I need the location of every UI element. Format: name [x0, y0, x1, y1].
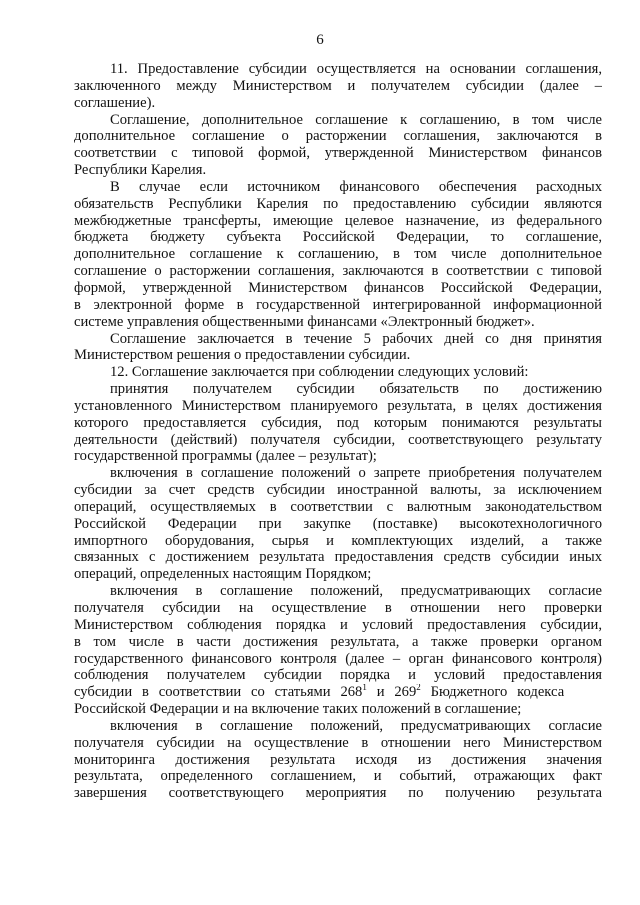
text-segment: Бюджетного кодекса	[420, 684, 565, 701]
text-line: операций, определенных настоящим Порядком;	[74, 566, 372, 583]
text-line: в электронной форме в государственной интегрированной информационной	[74, 296, 602, 313]
text-line: включения в соглашение положений, предусматривающих согласие	[110, 583, 602, 600]
text-line: получателя субсидии на осуществление в отношении него проверки	[74, 600, 602, 616]
text-line: которого предоставляется субсидия, под которым понимаются результаты	[74, 414, 602, 431]
text-line: установленного Министерством планируемого результата, в целях достижения	[74, 397, 602, 414]
text-line: дополнительное соглашение о расторжении соглашения, заключаются в	[74, 128, 602, 145]
text-line: получателя субсидии на осуществление в отношении него Министерством	[74, 734, 602, 751]
text-line	[74, 684, 602, 701]
text-line: Республики Карелия.	[74, 162, 207, 179]
text-line: связанных с достижением результата предоставления средств субсидии иных	[74, 549, 602, 566]
text-line: соглашение о расторжении соглашения, заключаются в соответствии с типовой	[74, 263, 602, 280]
text-line: соответствии с типовой формой, утвержденной Министерством финансов	[74, 145, 602, 162]
text-line: соглашение).	[74, 94, 156, 111]
text-line: включения в соглашение положений, предусматривающих согласие	[110, 717, 602, 734]
text-line: межбюджетные трансферты, имеющие целевое назначение, из федерального	[74, 212, 602, 229]
text-line: в том числе в части достижения результата, а также проверки органом	[74, 633, 602, 650]
text-line: субсидии за счет средств субсидии иностранной валюты, за исключением	[74, 482, 602, 499]
text-line: 12. Соглашение заключается при соблюдении следующих условий:	[110, 364, 529, 381]
text-line: принятия получателем субсидии обязательств по достижению	[110, 381, 602, 398]
text-line: государственной программы (далее – результат);	[74, 448, 377, 465]
text-line: Соглашение, дополнительное соглашение к соглашению, в том числе	[110, 111, 602, 128]
text-line: бюджета бюджету субъекта Российской Федерации, то соглашение,	[74, 229, 602, 246]
text-line: мониторинга достижения результата исходя из достижения значения	[74, 751, 602, 768]
text-line: соблюдения получателем субсидии порядка и условий предоставления	[74, 667, 602, 684]
text-line: 11. Предоставление субсидии осуществляется на основании соглашения,	[110, 61, 602, 77]
text-segment: и 269	[366, 684, 417, 701]
text-segment: субсидии в соответствии со статьями 268	[74, 684, 363, 701]
text-line: Российской Федерации при закупке (поставке) высокотехнологичного	[74, 515, 602, 532]
text-line: Российской Федерации и на включение таких положений в соглашение;	[74, 701, 522, 718]
superscript: 2	[416, 684, 421, 693]
text-line: импортного оборудования, сырья и комплектующих изделий, а также	[74, 532, 602, 549]
text-line: заключенного между Министерством и получателем субсидии (далее –	[74, 77, 602, 94]
text-line: Соглашение заключается в течение 5 рабочих дней со дня принятия	[110, 330, 602, 347]
text-line: В случае если источником финансового обеспечения расходных	[110, 178, 602, 195]
document-body	[74, 61, 602, 802]
text-line: результата, определенного соглашением, и событий, отражающих факт	[74, 768, 602, 785]
text-line: обязательств Республики Карелия по предоставлению субсидии являются	[74, 195, 602, 212]
text-line: государственного финансового контроля (далее – орган финансового контроля)	[74, 650, 602, 667]
page-number: 6	[316, 32, 324, 48]
text-line: дополнительное соглашение к соглашению, в том числе дополнительное	[74, 246, 602, 263]
text-line: формой, утвержденной Министерством финансов Российской Федерации,	[74, 279, 602, 296]
text-line: включения в соглашение положений о запрете приобретения получателем	[110, 465, 602, 482]
text-line: деятельности (действий) получателя субсидии, соответствующего результату	[74, 431, 602, 448]
superscript: 1	[362, 684, 367, 693]
text-line: системе управления общественными финансами «Электронный бюджет».	[74, 313, 535, 330]
text-line: операций, осуществляемых в соответствии с валютным законодательством	[74, 498, 602, 515]
text-line: Министерством соблюдения порядка и условий предоставления субсидии,	[74, 616, 602, 633]
text-line: Министерством решения о предоставлении субсидии.	[74, 347, 411, 364]
text-line: завершения соответствующего мероприятия по получению результата	[74, 785, 602, 802]
